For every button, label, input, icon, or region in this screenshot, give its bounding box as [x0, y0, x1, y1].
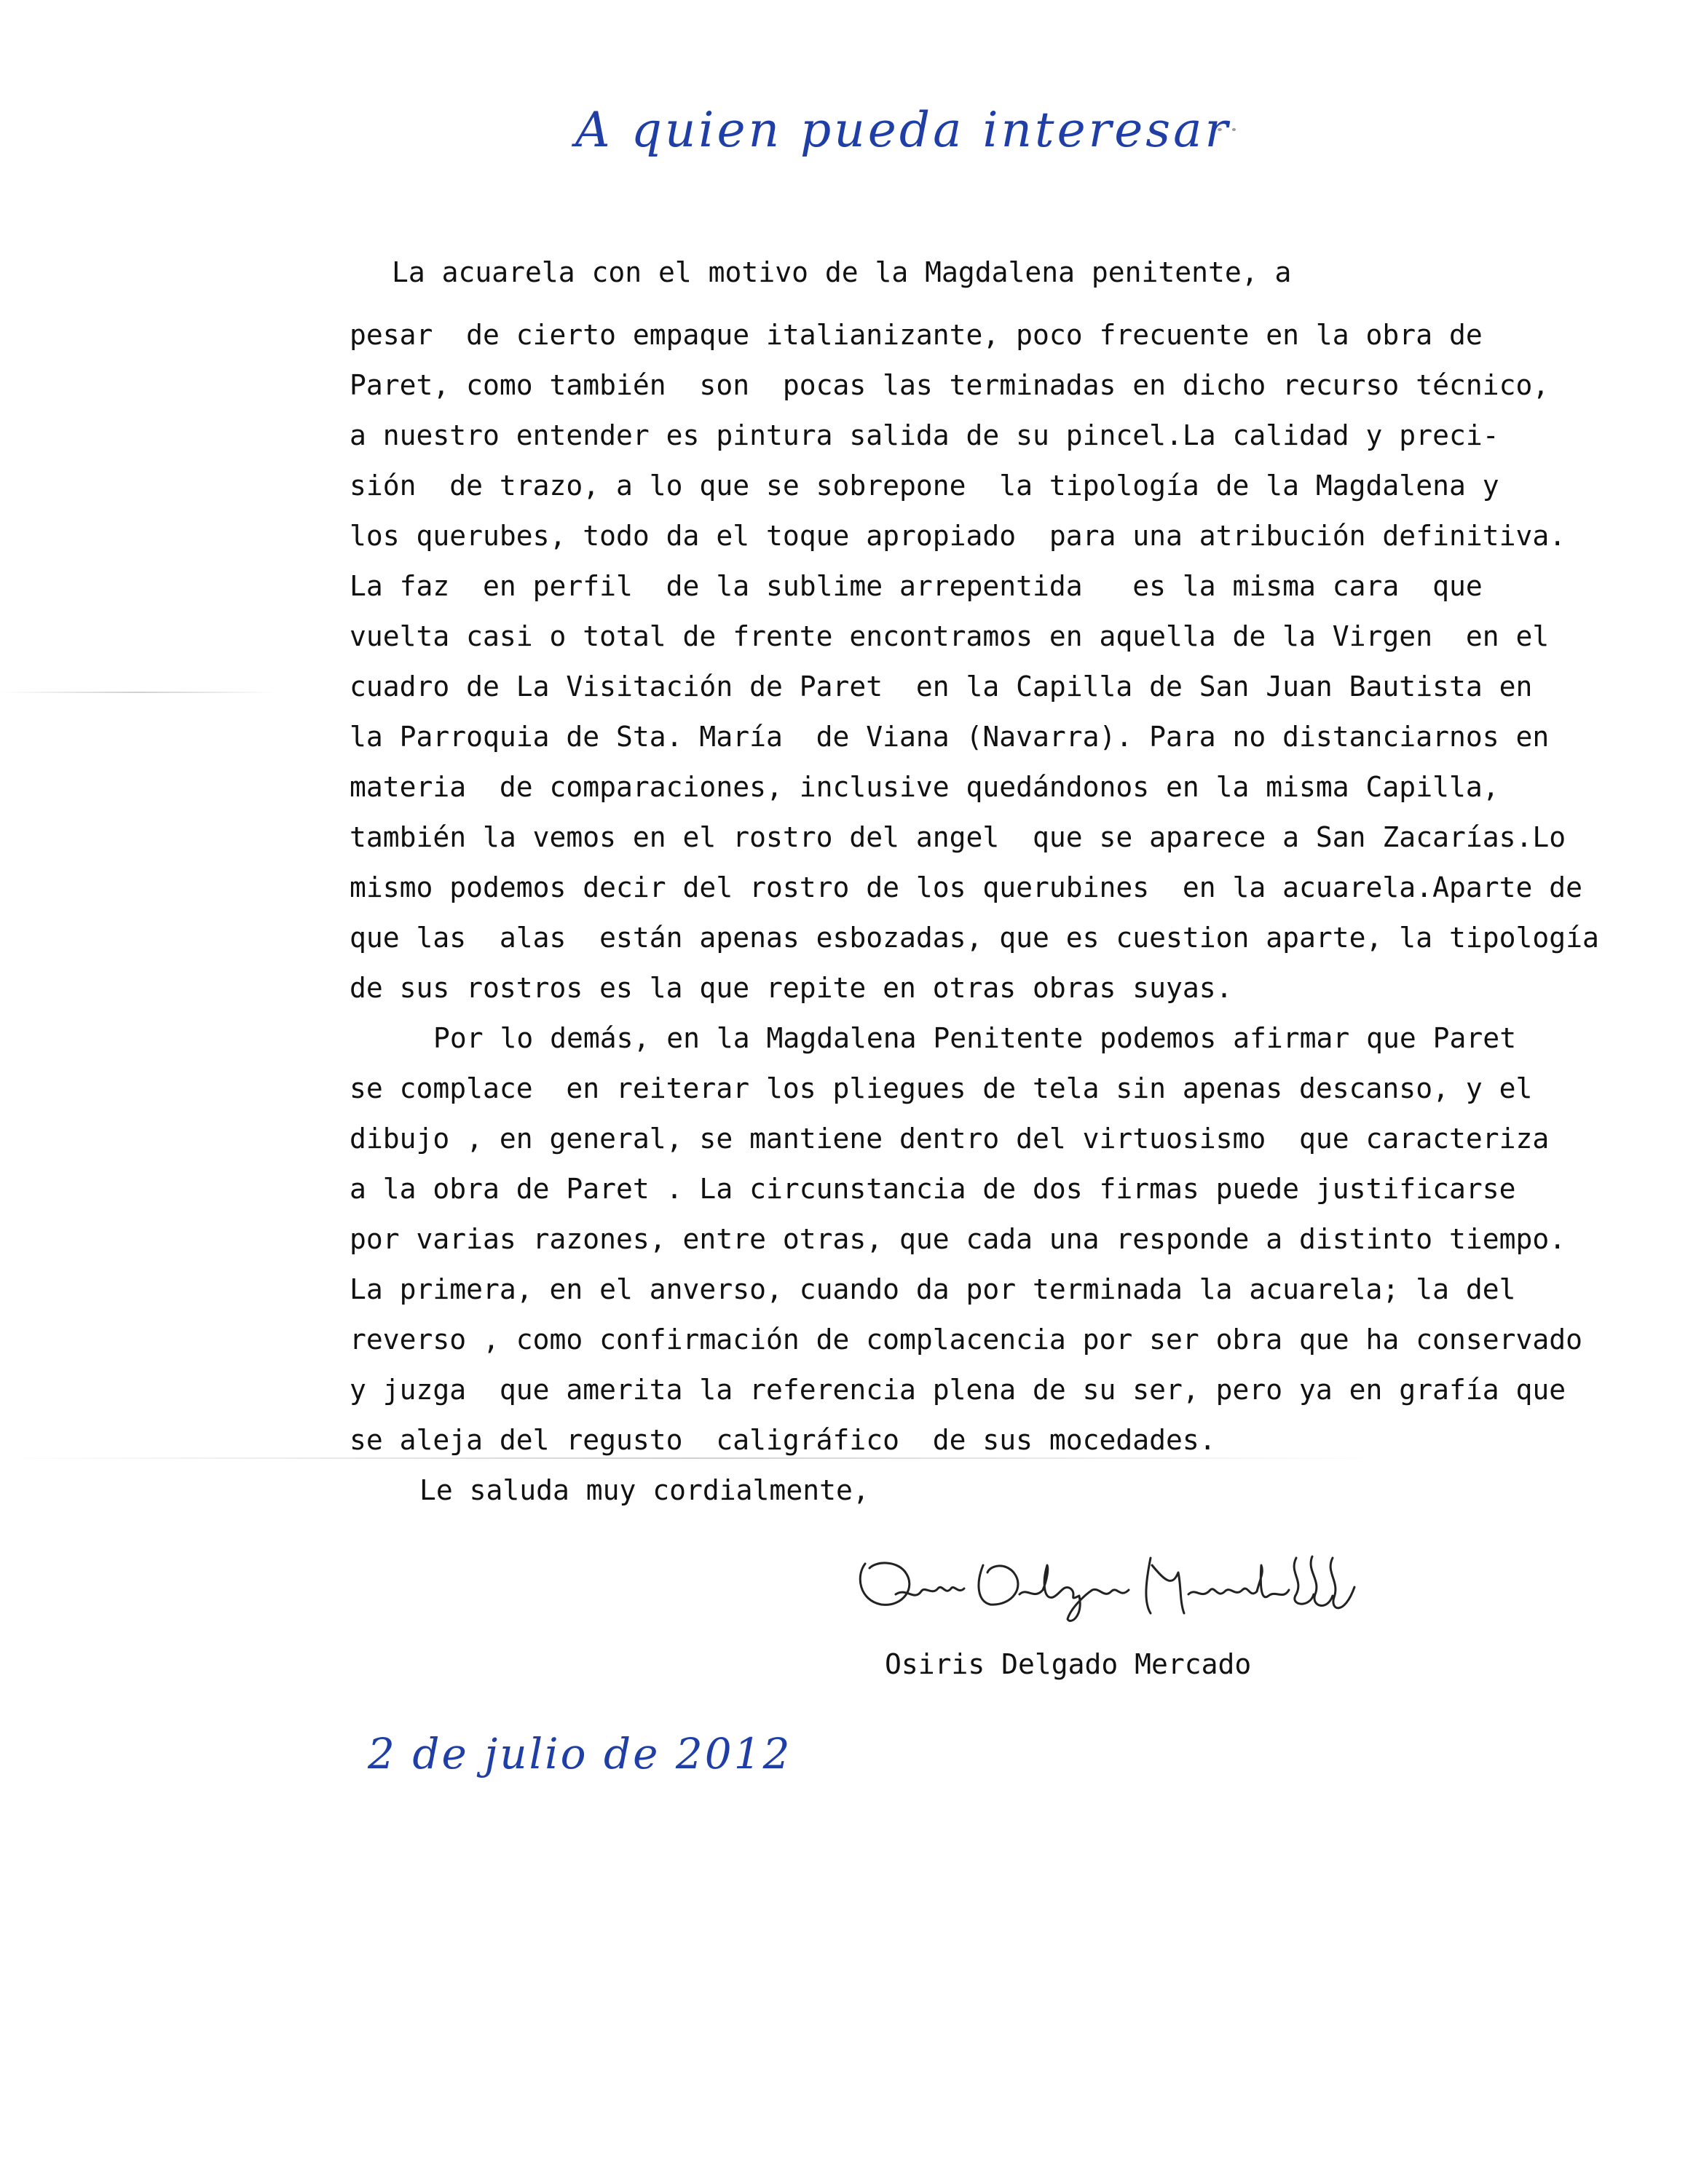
- handwritten-date: 2 de julio de 2012: [368, 1729, 792, 1779]
- body-line: a nuestro entender es pintura salida de su pincel.La calidad y preci-: [350, 419, 1499, 451]
- body-line: los querubes, todo da el toque apropiado para una atribución definitiva.: [350, 520, 1566, 552]
- body-line: Paret, como también son pocas las terminadas en dicho recurso técnico,: [350, 369, 1550, 401]
- body-line: de sus rostros es la que repite en otras obras suyas.: [350, 972, 1233, 1004]
- body-line: vuelta casi o total de frente encontramos en aquella de la Virgen en el: [350, 620, 1550, 652]
- body-line: pesar de cierto empaque italianizante, poco frecuente en la obra de: [350, 319, 1483, 351]
- paper-fold-mark: [0, 692, 277, 693]
- body-line: reverso , como confirmación de complacencia por ser obra que ha conservado: [350, 1324, 1582, 1356]
- body-line: por varias razones, entre otras, que cada una responde a distinto tiempo.: [350, 1223, 1566, 1255]
- paper-speck: [1232, 128, 1236, 131]
- body-line: La primera, en el anverso, cuando da por terminada la acuarela; la del: [350, 1273, 1516, 1305]
- body-line: a la obra de Paret . La circunstancia de dos firmas puede justificarse: [350, 1173, 1516, 1205]
- body-line: materia de comparaciones, inclusive quedándonos en la misma Capilla,: [350, 771, 1499, 803]
- body-line: Por lo demás, en la Magdalena Penitente podemos afirmar que Paret: [433, 1022, 1517, 1054]
- closing-line: Le saluda muy cordialmente,: [419, 1474, 869, 1506]
- body-line: se aleja del regusto caligráfico de sus mocedades.: [350, 1424, 1216, 1456]
- body-line: La acuarela con el motivo de la Magdalena penitente, a: [392, 256, 1292, 288]
- body-line: se complace en reiterar los pliegues de tela sin apenas descanso, y el: [350, 1072, 1533, 1104]
- body-line: que las alas están apenas esbozadas, que es cuestion aparte, la tipología: [350, 922, 1599, 954]
- handwritten-salutation: A quien pueda interesar: [575, 102, 1231, 158]
- body-line: también la vemos en el rostro del angel que se aparece a San Zacarías.Lo: [350, 821, 1566, 853]
- body-line: cuadro de La Visitación de Paret en la Capilla de San Juan Bautista en: [350, 670, 1533, 703]
- body-line: mismo podemos decir del rostro de los querubines en la acuarela.Aparte de: [350, 871, 1582, 903]
- body-line: y juzga que amerita la referencia plena de su ser, pero ya en grafía que: [350, 1374, 1566, 1406]
- body-line: La faz en perfil de la sublime arrepentida es la misma cara que: [350, 570, 1483, 602]
- body-line: la Parroquia de Sta. María de Viana (Navarra). Para no distanciarnos en: [350, 721, 1550, 753]
- signer-name: Osiris Delgado Mercado: [885, 1648, 1252, 1680]
- letter-body: [350, 248, 1617, 1516]
- body-line: sión de trazo, a lo que se sobrepone la tipología de la Magdalena y: [350, 470, 1499, 502]
- body-line: dibujo , en general, se mantiene dentro del virtuosismo que caracteriza: [350, 1123, 1550, 1155]
- handwritten-signature: [852, 1543, 1362, 1631]
